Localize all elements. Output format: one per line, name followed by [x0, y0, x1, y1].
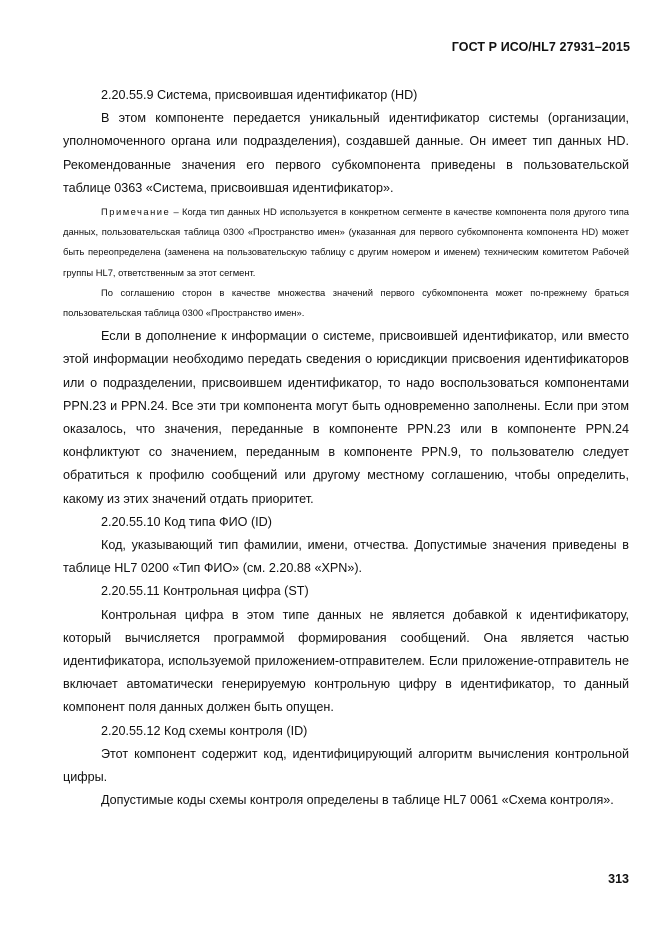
- paragraph: Контрольная цифра в этом типе данных не является добавкой к идентификатору, который вычисляется программой формирования сообщений. Она является частью идентификатора, используемой приложением-отправителем. Если приложение-отправитель не включает автоматически генерируемую контрольную цифру в идентификатор, то данный компонент поля данных должен быть опущен.: [63, 607, 629, 715]
- note-continuation: По соглашению сторон в качестве множества значений первого субкомпонента может по-прежнему браться пользовательская таблица 0300 «Пространство имен».: [63, 286, 629, 319]
- paragraph: Этот компонент содержит код, идентифицирующий алгоритм вычисления контрольной цифры.: [63, 746, 629, 785]
- note: [63, 202, 629, 283]
- page-number: 313: [608, 872, 629, 886]
- page-content: [63, 84, 629, 813]
- document-header: ГОСТ Р ИСО/HL7 27931–2015: [451, 40, 630, 54]
- section-heading-2-20-55-12: 2.20.55.12 Код схемы контроля (ID): [101, 723, 308, 738]
- note-label: Примечание: [101, 206, 171, 218]
- paragraph: Если в дополнение к информации о системе, присвоившей идентификатор, или вместо этой информации необходимо передать сведения о юрисдикции присвоения идентификаторов или о подразделении, присвоившем идентификатор, то надо воспользоваться компонентами PPN.23 и PPN.24. Все эти три компонента могут быть одновременно заполнены. Если при этом оказалось, что значения, переданные в компоненте PPN.23 или в компоненте PPN.24 конфликтуют со значением, переданным в компоненте PPN.9, то пользователю следует обратиться к профилю сообщений или другому местному соглашению, чтобы определить, какому из этих значений отдать приоритет.: [63, 329, 629, 506]
- paragraph: Код, указывающий тип фамилии, имени, отчества. Допустимые значения приведены в таблице HL7 0200 «Тип ФИО» (см. 2.20.88 «XPN»).: [63, 538, 629, 576]
- section-heading-2-20-55-10: 2.20.55.10 Код типа ФИО (ID): [101, 514, 272, 529]
- paragraph: Допустимые коды схемы контроля определены в таблице HL7 0061 «Схема контроля».: [101, 793, 614, 808]
- paragraph: В этом компоненте передается уникальный идентификатор системы (организации, уполномоченного органа или подразделения), создавшей данные. Он имеет тип данных HD. Рекомендованные значения его первого субкомпонента приведены в пользовательской таблице 0363 «Система, присвоившая идентификатор».: [63, 111, 629, 195]
- section-heading-2-20-55-11: 2.20.55.11 Контрольная цифра (ST): [101, 584, 309, 599]
- section-heading-2-20-55-9: 2.20.55.9 Система, присвоившая идентификатор (HD): [101, 88, 418, 102]
- note-text: – Когда тип данных HD используется в конкретном сегменте в качестве компонента поля другого типа данных, пользовательская таблица 0300 «Пространство имен» (указанная для первого субкомпонента компонента HD) может быть переопределена (заменена на пользовательскую таблицу с другим номером и именем) техническим комитетом Рабочей группы HL7, ответственным за этот сегмент.: [63, 206, 629, 278]
